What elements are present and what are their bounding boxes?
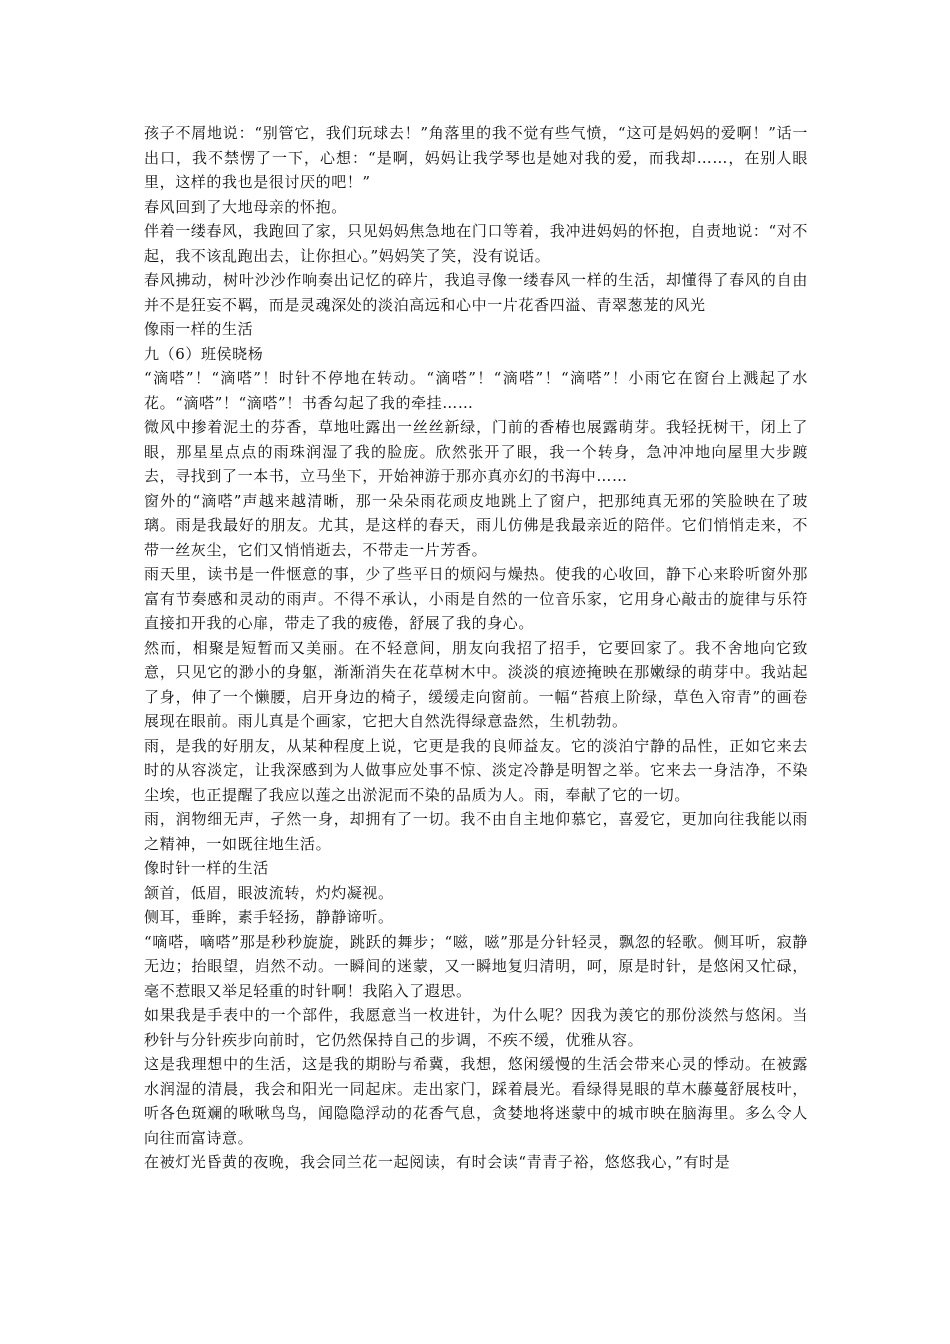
paragraph: 雨，是我的好朋友，从某种程度上说，它更是我的良师益友。它的淡泊宁静的品性，正如它来去时的从容淡定，让我深感到为人做事应处事不惊、淡定冷静是明智之举。它来去一身洁净，不染尘埃，也正提醒了我应以莲之出淤泥而不染的品质为人。雨，奉献了它的一切。: [144, 736, 808, 804]
paragraph: 微风中掺着泥土的芬香，草地吐露出一丝丝新绿，门前的香椿也展露萌芽。我轻抚树干，闭上了眼，那星星点点的雨珠润湿了我的脸庞。欣然张开了眼，我一个转身，急冲冲地向屋里大步踱去，寻找到了一本书，立马坐下，开始神游于那亦真亦幻的书海中……: [144, 418, 808, 485]
paragraph: 孩子不屑地说：“别管它，我们玩球去！”角落里的我不觉有些气愤，“这可是妈妈的爱啊！”话一出口，我不禁愣了一下，心想：“是啊，妈妈让我学琴也是她对我的爱，而我却……，在别人眼里，这样的我也是很讨厌的吧！”: [144, 124, 808, 191]
section-title: 像时针一样的生活: [144, 859, 269, 877]
paragraph: 颔首，低眉，眼波流转，灼灼凝视。: [144, 883, 394, 902]
paragraph: 在被灯光昏黄的夜晚，我会同兰花一起阅读，有时会读“青青子裕，悠悠我心，”有时是: [144, 1153, 731, 1171]
section-title: 像雨一样的生活: [144, 320, 254, 338]
document-page: [144, 121, 808, 1175]
paragraph: 窗外的“滴嗒”声越来越清晰，那一朵朵雨花顽皮地跳上了窗户，把那纯真无邪的笑脸映在了玻璃。雨是我最好的朋友。尤其，是这样的春天，雨儿仿佛是我最亲近的陪伴。它们悄悄走来，不带一丝灰尘，它们又悄悄逝去，不带走一片芳香。: [144, 491, 808, 559]
paragraph: 然而，相聚是短暂而又美丽。在不轻意间，朋友向我招了招手，它要回家了。我不舍地向它致意，只见它的渺小的身躯，渐渐消失在花草树木中。淡淡的痕迹掩映在那嫩绿的萌芽中。我站起了身，伸了一个懒腰，启开身边的椅子，缓缓走向窗前。一幅“苔痕上阶绿，草色入帘青”的画卷展现在眼前。雨儿真是个画家，它把大自然洗得绿意盎然，生机勃勃。: [144, 638, 808, 730]
paragraph: 雨天里，读书是一件惬意的事，少了些平日的烦闷与燥热。使我的心收回，静下心来聆听窗外那富有节奏感和灵动的雨声。不得不承认，小雨是自然的一位音乐家，它用身心敲击的旋律与乐符直接扣开我的心扉，带走了我的疲倦，舒展了我的身心。: [144, 565, 808, 632]
paragraph: “滴嗒”！“滴嗒”！时针不停地在转动。“滴嗒”！“滴嗒”！“滴嗒”！小雨它在窗台上溅起了水花。“滴嗒”！“滴嗒”！书香勾起了我的牵挂……: [144, 369, 808, 412]
author-line: 九（6）班侯晓杨: [144, 344, 264, 363]
paragraph: 如果我是手表中的一个部件，我愿意当一枚进针，为什么呢？因我为羡它的那份淡然与悠闲。当秒针与分针疾步向前时，它仍然保持自己的步调，不疾不缓，优雅从容。: [144, 1006, 808, 1049]
paragraph: 伴着一缕春风，我跑回了家，只见妈妈焦急地在门口等着，我冲进妈妈的怀抱，自责地说：“对不起，我不该乱跑出去，让你担心。”妈妈笑了笑，没有说话。: [144, 222, 808, 265]
paragraph: 侧耳，垂眸，素手轻扬，静静谛听。: [144, 908, 394, 926]
paragraph: 春风回到了大地母亲的怀抱。: [144, 197, 347, 216]
paragraph: 这是我理想中的生活，这是我的期盼与希冀，我想，悠闲缓慢的生活会带来心灵的悸动。在被露水润湿的清晨，我会和阳光一同起床。走出家门，踩着晨光。看绿得晃眼的草木藤蔓舒展枝叶，听各色斑斓的啾啾鸟鸟，闻隐隐浮动的花香气息，贪婪地将迷蒙中的城市映在脑海里。多么令人向往而富诗意。: [144, 1055, 808, 1147]
paragraph: 雨，润物细无声，孑然一身，却拥有了一切。我不由自主地仰慕它，喜爱它，更加向往我能以雨之精神，一如既往地生活。: [144, 810, 808, 853]
paragraph: 春风拂动，树叶沙沙作响奏出记忆的碎片，我追寻像一缕春风一样的生活，却懂得了春风的自由并不是狂妄不羁，而是灵魂深处的淡泊高远和心中一片花香四溢、青翠葱茏的风光: [144, 271, 808, 314]
paragraph: “嘀嗒，嘀嗒”那是秒秒旋旋，跳跃的舞步；“嗞，嗞”那是分针轻灵，飘忽的轻歌。侧耳听，寂静无边；抬眼望，岿然不动。一瞬间的迷蒙，又一瞬地复归清明，呵，原是时针，是悠闲又忙碌，毫不惹眼又举足轻重的时针啊！我陷入了遐思。: [144, 932, 808, 1000]
